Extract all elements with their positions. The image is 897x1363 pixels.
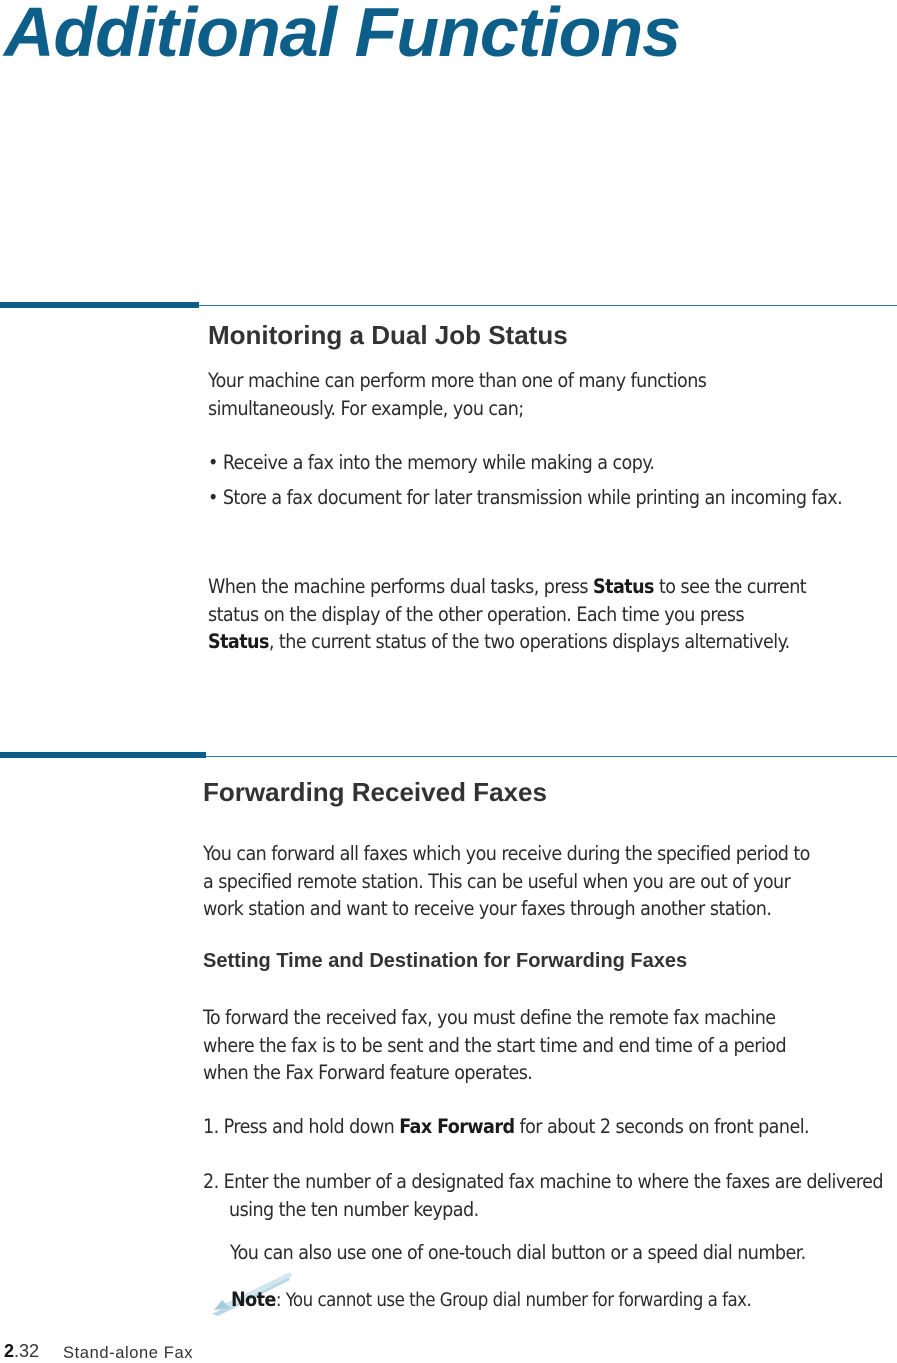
page-number: 2.32 [4,1341,40,1361]
forwarding-intro-line-3: work station and want to receive your faxes through another station. [203,897,772,920]
section-rule-thick [0,752,206,758]
section-heading-dual-job: Monitoring a Dual Job Status [208,320,568,350]
dual-job-bullet-1: • Receive a fax into the memory while making a copy. [208,451,655,474]
note-label: Note [231,1288,276,1311]
subheading-forwarding-setup: Setting Time and Destination for Forwarding Faxes [203,950,688,972]
dual-job-para-line-3: Status, the current status of the two operations displays alternatively. [208,630,790,653]
forwarding-desc-line-3: when the Fax Forward feature operates. [203,1061,533,1084]
forwarding-desc-line-2: where the fax is to be sent and the start time and end time of a period [203,1033,787,1057]
dual-job-bullet-2: • Store a fax document for later transmission while printing an incoming fax. [208,486,843,509]
forwarding-intro-line-1: You can forward all faxes which you receive during the specified period to [203,842,810,865]
forwarding-intro-line-2: a specified remote station. This can be useful when you are out of your [203,869,791,893]
fax-forward-key: Fax Forward [399,1115,515,1138]
step-2-extra: You can also use one of one-touch dial button or a speed dial number. [230,1241,806,1264]
dual-job-paragraph [208,573,806,656]
step-1: 1. Press and hold down Fax Forward for about 2 seconds on front panel. [203,1115,810,1138]
page-title: Additional Functions [4,0,681,71]
forwarding-description [203,1004,786,1087]
chapter-name: Stand-alone Fax [63,1344,194,1362]
section-rule-thin [206,756,897,757]
forwarding-desc-line-1: To forward the received fax, you must define the remote fax machine [203,1006,776,1029]
section-rule-thick [0,302,199,308]
step-2: 2. Enter the number of a designated fax machine to where the faxes are delivered using the ten number keypad. [203,1170,883,1221]
dual-job-intro-line-2: simultaneously. For example, you can; [208,396,524,420]
note [231,1286,751,1315]
section-heading-forwarding: Forwarding Received Faxes [203,777,547,807]
dual-job-para-line-2: status on the display of the other operation. Each time you press [208,602,745,626]
note-text: : You cannot use the Group dial number for forwarding a fax. [275,1290,752,1311]
status-key: Status [208,630,269,653]
dual-job-para-line-1: When the machine performs dual tasks, press Status to see the current [208,575,807,598]
forwarding-intro [203,840,810,923]
dual-job-intro [208,367,706,422]
dual-job-intro-line-1: Your machine can perform more than one of many functions [208,369,707,392]
status-key: Status [593,575,654,598]
section-rule-thin [199,305,897,306]
